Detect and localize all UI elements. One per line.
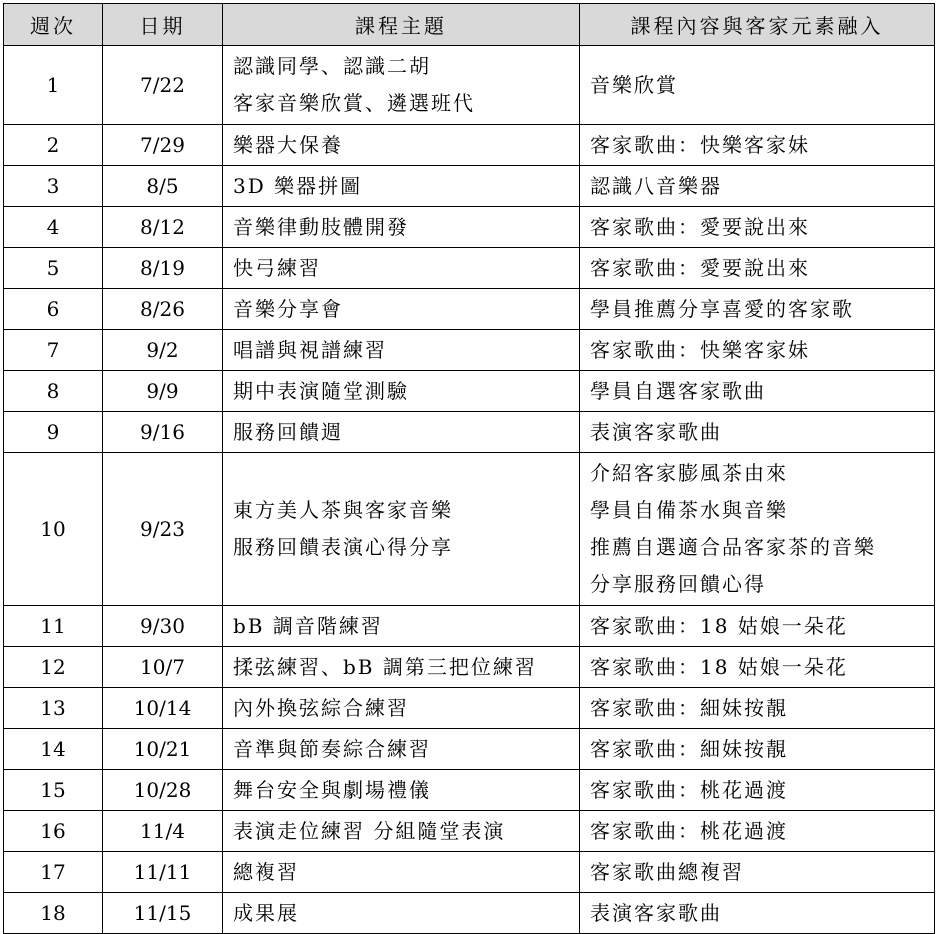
topic-cell xyxy=(223,811,580,852)
date-cell: 7/22 xyxy=(103,46,223,125)
topic-cell-line: 唱譜與視譜練習 xyxy=(233,338,387,362)
topic-cell xyxy=(223,371,580,412)
content-cell xyxy=(580,207,935,248)
date-cell: 10/14 xyxy=(103,688,223,729)
table-row xyxy=(4,412,935,453)
date-cell: 11/11 xyxy=(103,852,223,893)
table-row xyxy=(4,770,935,811)
week-cell: 17 xyxy=(4,852,103,893)
date-cell: 7/29 xyxy=(103,125,223,166)
content-cell-line: 客家歌曲：桃花過渡 xyxy=(590,778,788,802)
topic-cell xyxy=(223,207,580,248)
date-cell: 10/28 xyxy=(103,770,223,811)
content-cell-line: 學員自選客家歌曲 xyxy=(590,379,766,403)
course-schedule-table xyxy=(3,3,935,934)
table-row xyxy=(4,248,935,289)
date-cell: 10/21 xyxy=(103,729,223,770)
topic-cell xyxy=(223,729,580,770)
topic-cell-line: 內外換弦綜合練習 xyxy=(233,696,409,720)
week-cell: 10 xyxy=(4,453,103,606)
content-cell-line: 客家歌曲：愛要說出來 xyxy=(590,256,810,280)
date-cell: 9/16 xyxy=(103,412,223,453)
table-row xyxy=(4,453,935,606)
table-row xyxy=(4,330,935,371)
date-cell: 9/9 xyxy=(103,371,223,412)
week-cell: 16 xyxy=(4,811,103,852)
topic-cell xyxy=(223,893,580,934)
topic-cell-line: 認識同學、認識二胡 xyxy=(233,54,431,78)
header-content: 課程內容與客家元素融入 xyxy=(580,4,935,46)
header-date: 日期 xyxy=(103,4,223,46)
table-row xyxy=(4,688,935,729)
topic-cell xyxy=(223,453,580,606)
topic-cell xyxy=(223,606,580,647)
week-cell: 5 xyxy=(4,248,103,289)
topic-cell xyxy=(223,125,580,166)
content-cell xyxy=(580,330,935,371)
topic-cell xyxy=(223,46,580,125)
table-row xyxy=(4,289,935,330)
date-cell: 10/7 xyxy=(103,647,223,688)
topic-cell-line: bB 調音階練習 xyxy=(233,614,383,638)
content-cell xyxy=(580,729,935,770)
topic-cell-line: 音準與節奏綜合練習 xyxy=(233,737,431,761)
topic-cell xyxy=(223,248,580,289)
content-cell xyxy=(580,893,935,934)
date-cell: 8/26 xyxy=(103,289,223,330)
content-cell xyxy=(580,412,935,453)
topic-cell-line: 3D 樂器拼圖 xyxy=(233,174,363,198)
header-week: 週次 xyxy=(4,4,103,46)
content-cell xyxy=(580,688,935,729)
date-cell: 9/30 xyxy=(103,606,223,647)
header-row xyxy=(4,4,935,46)
content-cell xyxy=(580,606,935,647)
week-cell: 8 xyxy=(4,371,103,412)
content-cell-line: 學員推薦分享喜愛的客家歌 xyxy=(590,297,854,321)
content-cell-line: 客家歌曲：18 姑娘一朵花 xyxy=(590,614,848,638)
topic-cell-line: 客家音樂欣賞、遴選班代 xyxy=(233,91,475,115)
week-cell: 15 xyxy=(4,770,103,811)
content-cell xyxy=(580,770,935,811)
content-cell-line: 客家歌曲：細妹按靚 xyxy=(590,696,788,720)
table-row xyxy=(4,811,935,852)
content-cell xyxy=(580,46,935,125)
topic-cell-line: 音樂律動肢體開發 xyxy=(233,215,409,239)
content-cell xyxy=(580,125,935,166)
table-row xyxy=(4,207,935,248)
topic-cell-line: 期中表演隨堂測驗 xyxy=(233,379,409,403)
topic-cell-line: 東方美人茶與客家音樂 xyxy=(233,498,453,522)
week-cell: 3 xyxy=(4,166,103,207)
topic-cell xyxy=(223,688,580,729)
table-body xyxy=(4,46,935,934)
week-cell: 12 xyxy=(4,647,103,688)
date-cell: 8/12 xyxy=(103,207,223,248)
topic-cell xyxy=(223,852,580,893)
topic-cell-line: 快弓練習 xyxy=(233,256,321,280)
topic-cell-line: 音樂分享會 xyxy=(233,297,343,321)
content-cell-line: 推薦自選適合品客家茶的音樂 xyxy=(590,535,876,559)
date-cell: 9/2 xyxy=(103,330,223,371)
content-cell-line: 客家歌曲總複習 xyxy=(590,860,744,884)
content-cell xyxy=(580,647,935,688)
content-cell-line: 音樂欣賞 xyxy=(590,73,678,97)
date-cell: 11/4 xyxy=(103,811,223,852)
content-cell xyxy=(580,289,935,330)
topic-cell-line: 服務回饋週 xyxy=(233,420,343,444)
table-row xyxy=(4,647,935,688)
content-cell xyxy=(580,852,935,893)
table-row xyxy=(4,729,935,770)
week-cell: 7 xyxy=(4,330,103,371)
week-cell: 14 xyxy=(4,729,103,770)
week-cell: 9 xyxy=(4,412,103,453)
content-cell-line: 客家歌曲：愛要說出來 xyxy=(590,215,810,239)
table-row xyxy=(4,166,935,207)
week-cell: 13 xyxy=(4,688,103,729)
content-cell xyxy=(580,371,935,412)
table-row xyxy=(4,125,935,166)
week-cell: 4 xyxy=(4,207,103,248)
content-cell xyxy=(580,453,935,606)
topic-cell xyxy=(223,647,580,688)
topic-cell-line: 表演走位練習 分組隨堂表演 xyxy=(233,819,506,843)
table-row xyxy=(4,852,935,893)
topic-cell-line: 揉弦練習、bB 調第三把位練習 xyxy=(233,655,537,679)
schedule-table-wrapper xyxy=(3,3,935,934)
week-cell: 11 xyxy=(4,606,103,647)
topic-cell xyxy=(223,412,580,453)
content-cell-line: 客家歌曲：18 姑娘一朵花 xyxy=(590,655,848,679)
table-row xyxy=(4,46,935,125)
topic-cell xyxy=(223,166,580,207)
header-topic: 課程主題 xyxy=(223,4,580,46)
topic-cell-line: 成果展 xyxy=(233,901,299,925)
topic-cell-line: 總複習 xyxy=(233,860,299,884)
content-cell-line: 客家歌曲：細妹按靚 xyxy=(590,737,788,761)
topic-cell xyxy=(223,289,580,330)
date-cell: 8/5 xyxy=(103,166,223,207)
date-cell: 8/19 xyxy=(103,248,223,289)
topic-cell-line: 服務回饋表演心得分享 xyxy=(233,535,453,559)
content-cell-line: 客家歌曲：桃花過渡 xyxy=(590,819,788,843)
week-cell: 6 xyxy=(4,289,103,330)
table-row xyxy=(4,371,935,412)
topic-cell-line: 樂器大保養 xyxy=(233,133,343,157)
content-cell-line: 認識八音樂器 xyxy=(590,174,722,198)
content-cell-line: 表演客家歌曲 xyxy=(590,901,722,925)
content-cell-line: 客家歌曲：快樂客家妹 xyxy=(590,338,810,362)
content-cell-line: 客家歌曲：快樂客家妹 xyxy=(590,133,810,157)
topic-cell-line: 舞台安全與劇場禮儀 xyxy=(233,778,431,802)
week-cell: 1 xyxy=(4,46,103,125)
content-cell xyxy=(580,166,935,207)
content-cell-line: 介紹客家膨風茶由來 xyxy=(590,461,788,485)
content-cell-line: 表演客家歌曲 xyxy=(590,420,722,444)
week-cell: 18 xyxy=(4,893,103,934)
week-cell: 2 xyxy=(4,125,103,166)
topic-cell xyxy=(223,330,580,371)
date-cell: 9/23 xyxy=(103,453,223,606)
content-cell-line: 學員自備茶水與音樂 xyxy=(590,498,788,522)
table-row xyxy=(4,606,935,647)
content-cell xyxy=(580,248,935,289)
topic-cell xyxy=(223,770,580,811)
content-cell xyxy=(580,811,935,852)
table-row xyxy=(4,893,935,934)
content-cell-line: 分享服務回饋心得 xyxy=(590,572,766,596)
date-cell: 11/15 xyxy=(103,893,223,934)
